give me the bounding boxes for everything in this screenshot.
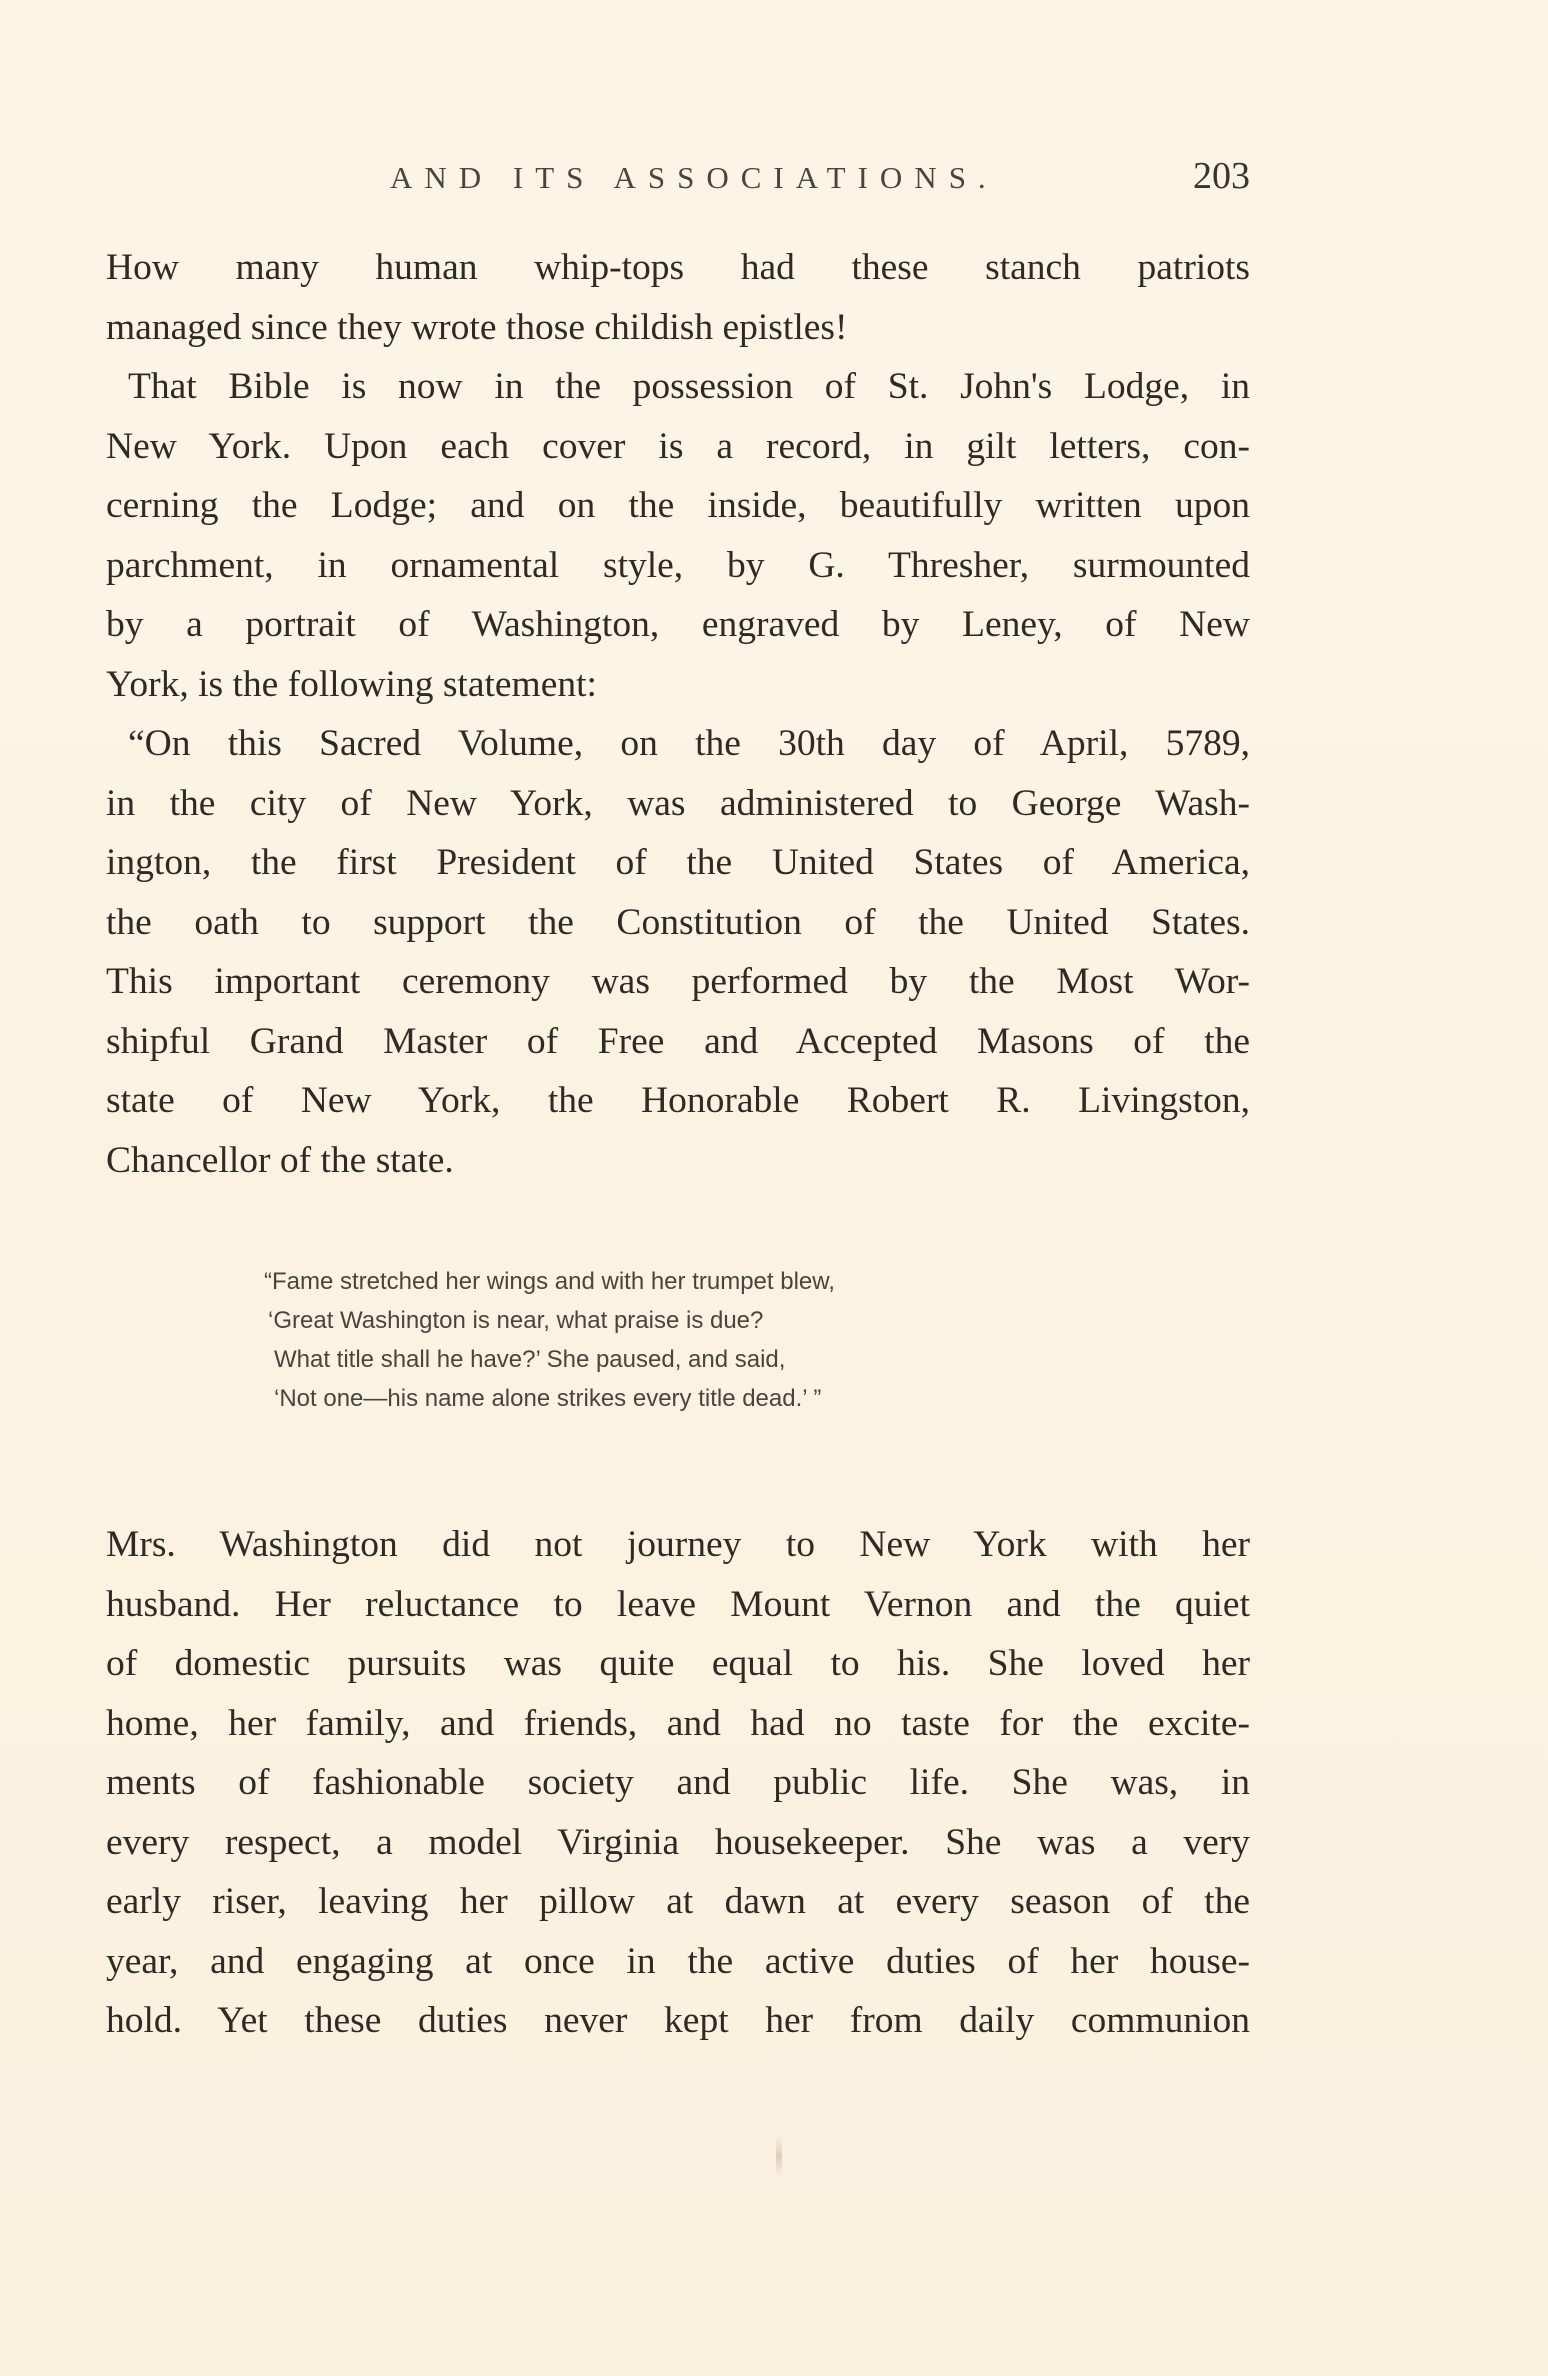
text-line: cerning the Lodge; and on the inside, beautifully written upon <box>106 485 1250 526</box>
verse-line: What title shall he have?’ She paused, and said, <box>274 1346 786 1373</box>
text-line: in the city of New York, was administered to George Wash- <box>106 782 1250 824</box>
text-line: That Bible is now in the possession of St. John's Lodge, in <box>128 366 1250 407</box>
text-line: by a portrait of Washington, engraved by Leney, of New <box>106 604 1250 645</box>
running-title: AND ITS ASSOCIATIONS. <box>390 160 998 195</box>
text-line: Mrs. Washington did not journey to New York with her <box>106 1524 1250 1565</box>
text-line: of domestic pursuits was quite equal to his. She loved her <box>106 1643 1250 1684</box>
verse-quotation <box>264 1262 1064 1418</box>
text-line: ington, the first President of the United States of America, <box>106 842 1250 883</box>
body-text-upper <box>106 238 1250 1190</box>
text-line: husband. Her reluctance to leave Mount Vernon and the quiet <box>106 1583 1250 1625</box>
text-line: How many human whip-tops had these stanch patriots <box>106 247 1250 288</box>
text-line: Chancellor of the state. <box>106 1139 454 1181</box>
text-line: ments of fashionable society and public life. She was, in <box>106 1762 1250 1803</box>
verse-line: ‘Great Washington is near, what praise is due? <box>268 1307 764 1334</box>
text-line: every respect, a model Virginia housekeeper. She was a very <box>106 1821 1250 1863</box>
text-line: “On this Sacred Volume, on the 30th day of April, 5789, <box>128 723 1250 764</box>
page-header <box>100 150 1250 210</box>
text-line: parchment, in ornamental style, by G. Thresher, surmounted <box>106 544 1250 586</box>
text-line: early riser, leaving her pillow at dawn at every season of the <box>106 1881 1250 1922</box>
text-line: York, is the following statement: <box>106 663 597 705</box>
page-number: 203 <box>1193 155 1250 197</box>
text-line: New York. Upon each cover is a record, in gilt letters, con- <box>106 425 1250 467</box>
body-text-lower <box>106 1515 1250 2051</box>
verse-line: “Fame stretched her wings and with her trumpet blew, <box>264 1268 835 1295</box>
text-line: the oath to support the Constitution of the United States. <box>106 901 1250 943</box>
text-line: This important ceremony was performed by the Most Wor- <box>106 961 1250 1002</box>
text-line: home, her family, and friends, and had no taste for the excite- <box>106 1702 1250 1744</box>
text-line: hold. Yet these duties never kept her from daily communion <box>106 2000 1250 2041</box>
text-line: state of New York, the Honorable Robert R. Livingston, <box>106 1080 1250 1121</box>
verse-line: ‘Not one—his name alone strikes every title dead.’ ” <box>274 1385 822 1412</box>
text-line: year, and engaging at once in the active duties of her house- <box>106 1940 1250 1982</box>
text-line: shipful Grand Master of Free and Accepted Masons of the <box>106 1020 1250 1062</box>
paper-mark <box>776 2136 782 2176</box>
text-line: managed since they wrote those childish epistles! <box>106 306 848 348</box>
